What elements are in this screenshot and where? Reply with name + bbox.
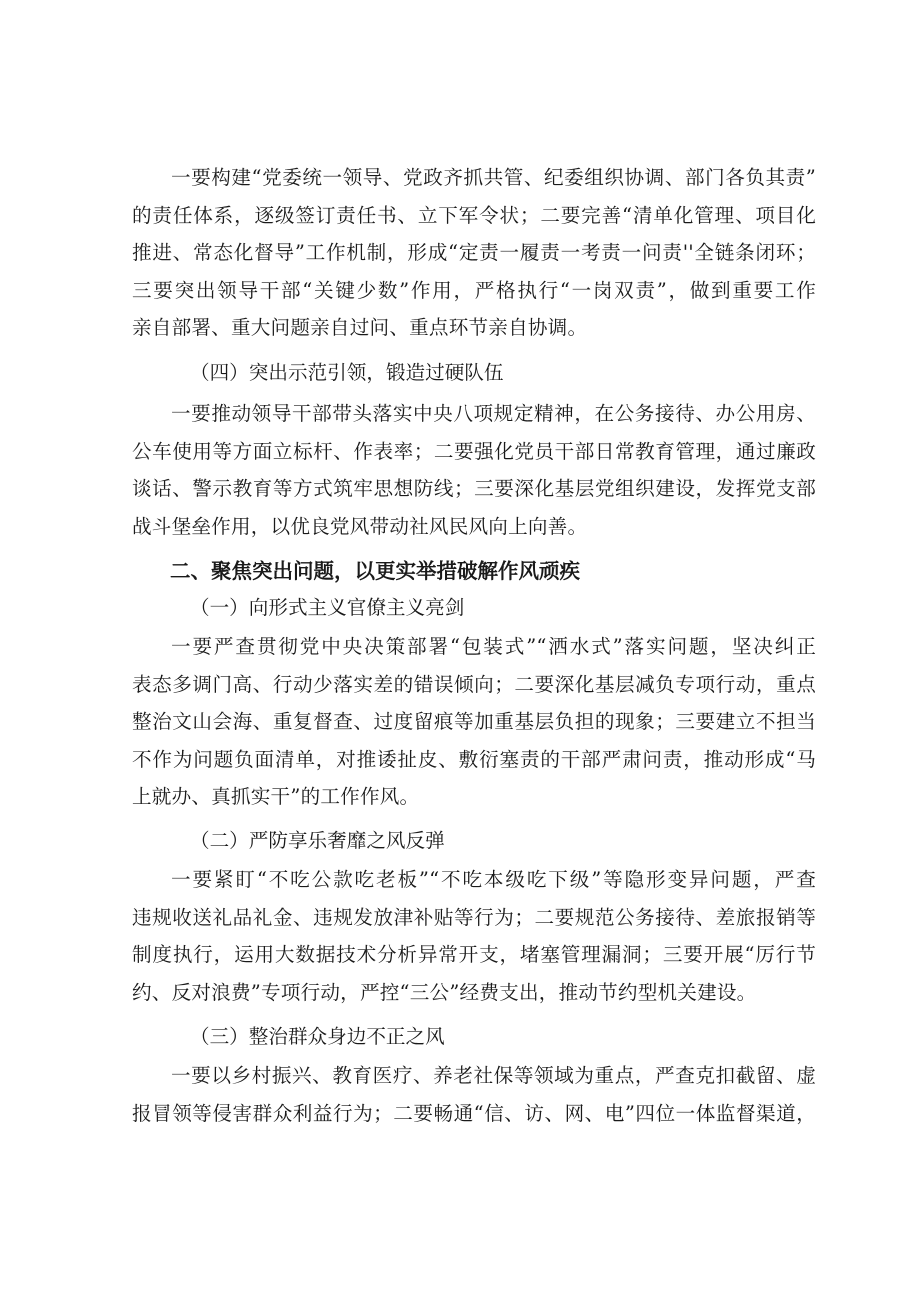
text-line: 公车使用等方面立标杆、作表率；二要强化党员干部日常教育管理，通过廉政 [132, 439, 816, 463]
subheading-three: （三）整治群众身边不正之风 [190, 1025, 445, 1048]
text-line: 谈话、警示教育等方式筑牢思想防线；三要深化基层党组织建设，发挥党支部 [132, 477, 816, 500]
text-line: 一要紧盯“不吃公款吃老板”“不吃本级吃下级”等隐形变异问题，严查 [171, 868, 816, 891]
text-line: 约、反对浪费”专项行动，严控“三公”经费支出，推动节约型机关建设。 [132, 980, 757, 1004]
paragraph-extravagance [132, 861, 816, 1011]
text-line: 表态多调门高、行动少落实差的错误倾向；二要深化基层减负专项行动，重点 [132, 672, 816, 696]
subheading-four: （四）突出示范引领，锻造过硬队伍 [190, 361, 504, 384]
paragraph-grassroots [132, 1057, 816, 1132]
text-line: 违规收送礼品礼金、违规发放津补贴等行为；二要规范公务接待、差旅报销等 [132, 905, 816, 929]
text-line: 不作为问题负面清单，对推诿扯皮、敷衍塞责的干部严肃问责，推动形成“马 [132, 747, 816, 771]
text-line: 一要严查贯彻党中央决策部署“包装式”“洒水式”落实问题，坚决纠正 [171, 635, 816, 658]
text-line: 上就办、真抓实干”的工作作风。 [132, 785, 420, 808]
paragraph-exemplary-leadership [132, 395, 816, 545]
text-line: 一要以乡村振兴、教育医疗、养老社保等领域为重点，严查克扣截留、虚 [171, 1064, 816, 1087]
subheading-two: （二）严防享乐奢靡之风反弹 [190, 829, 445, 852]
text-line: 制度执行，运用大数据技术分析异常开支，堵塞管理漏洞；三要开展“厉行节 [132, 943, 816, 966]
paragraph-responsibility-system [132, 159, 816, 347]
text-line: 推进、常态化督导”工作机制，形成“定责一履责一考责一问责''全链条闭环； [132, 241, 816, 264]
text-line: 报冒领等侵害群众利益行为；二要畅通“信、访、网、电”四位一体监督渠道， [132, 1101, 816, 1125]
text-line: 三要突出领导干部“关键少数”作用，严格执行“一岗双责”，做到重要工作 [132, 278, 816, 302]
paragraph-formalism [132, 628, 816, 816]
text-line: 一要推动领导干部带头落实中央八项规定精神，在公务接待、办公用房、 [171, 402, 816, 425]
section-heading-two: 二、聚焦突出问题，以更实举措破解作风顽疾 [170, 559, 580, 583]
text-line: 亲自部署、重大问题亲自过问、重点环节亲自协调。 [132, 316, 588, 339]
text-line: 整治文山会海、重复督查、过度留痕等加重基层负担的现象；三要建立不担当 [132, 710, 816, 733]
text-line: 一要构建“党委统一领导、党政齐抓共管、纪委组织协调、部门各负其责” [171, 166, 816, 189]
text-line: 战斗堡垒作用，以优良党风带动社风民风向上向善。 [132, 514, 588, 538]
subheading-one: （一）向形式主义官僚主义亮剑 [190, 596, 465, 619]
text-line: 的责任体系，逐级签订责任书、立下军令状；二要完善“清单化管理、项目化 [132, 203, 816, 227]
